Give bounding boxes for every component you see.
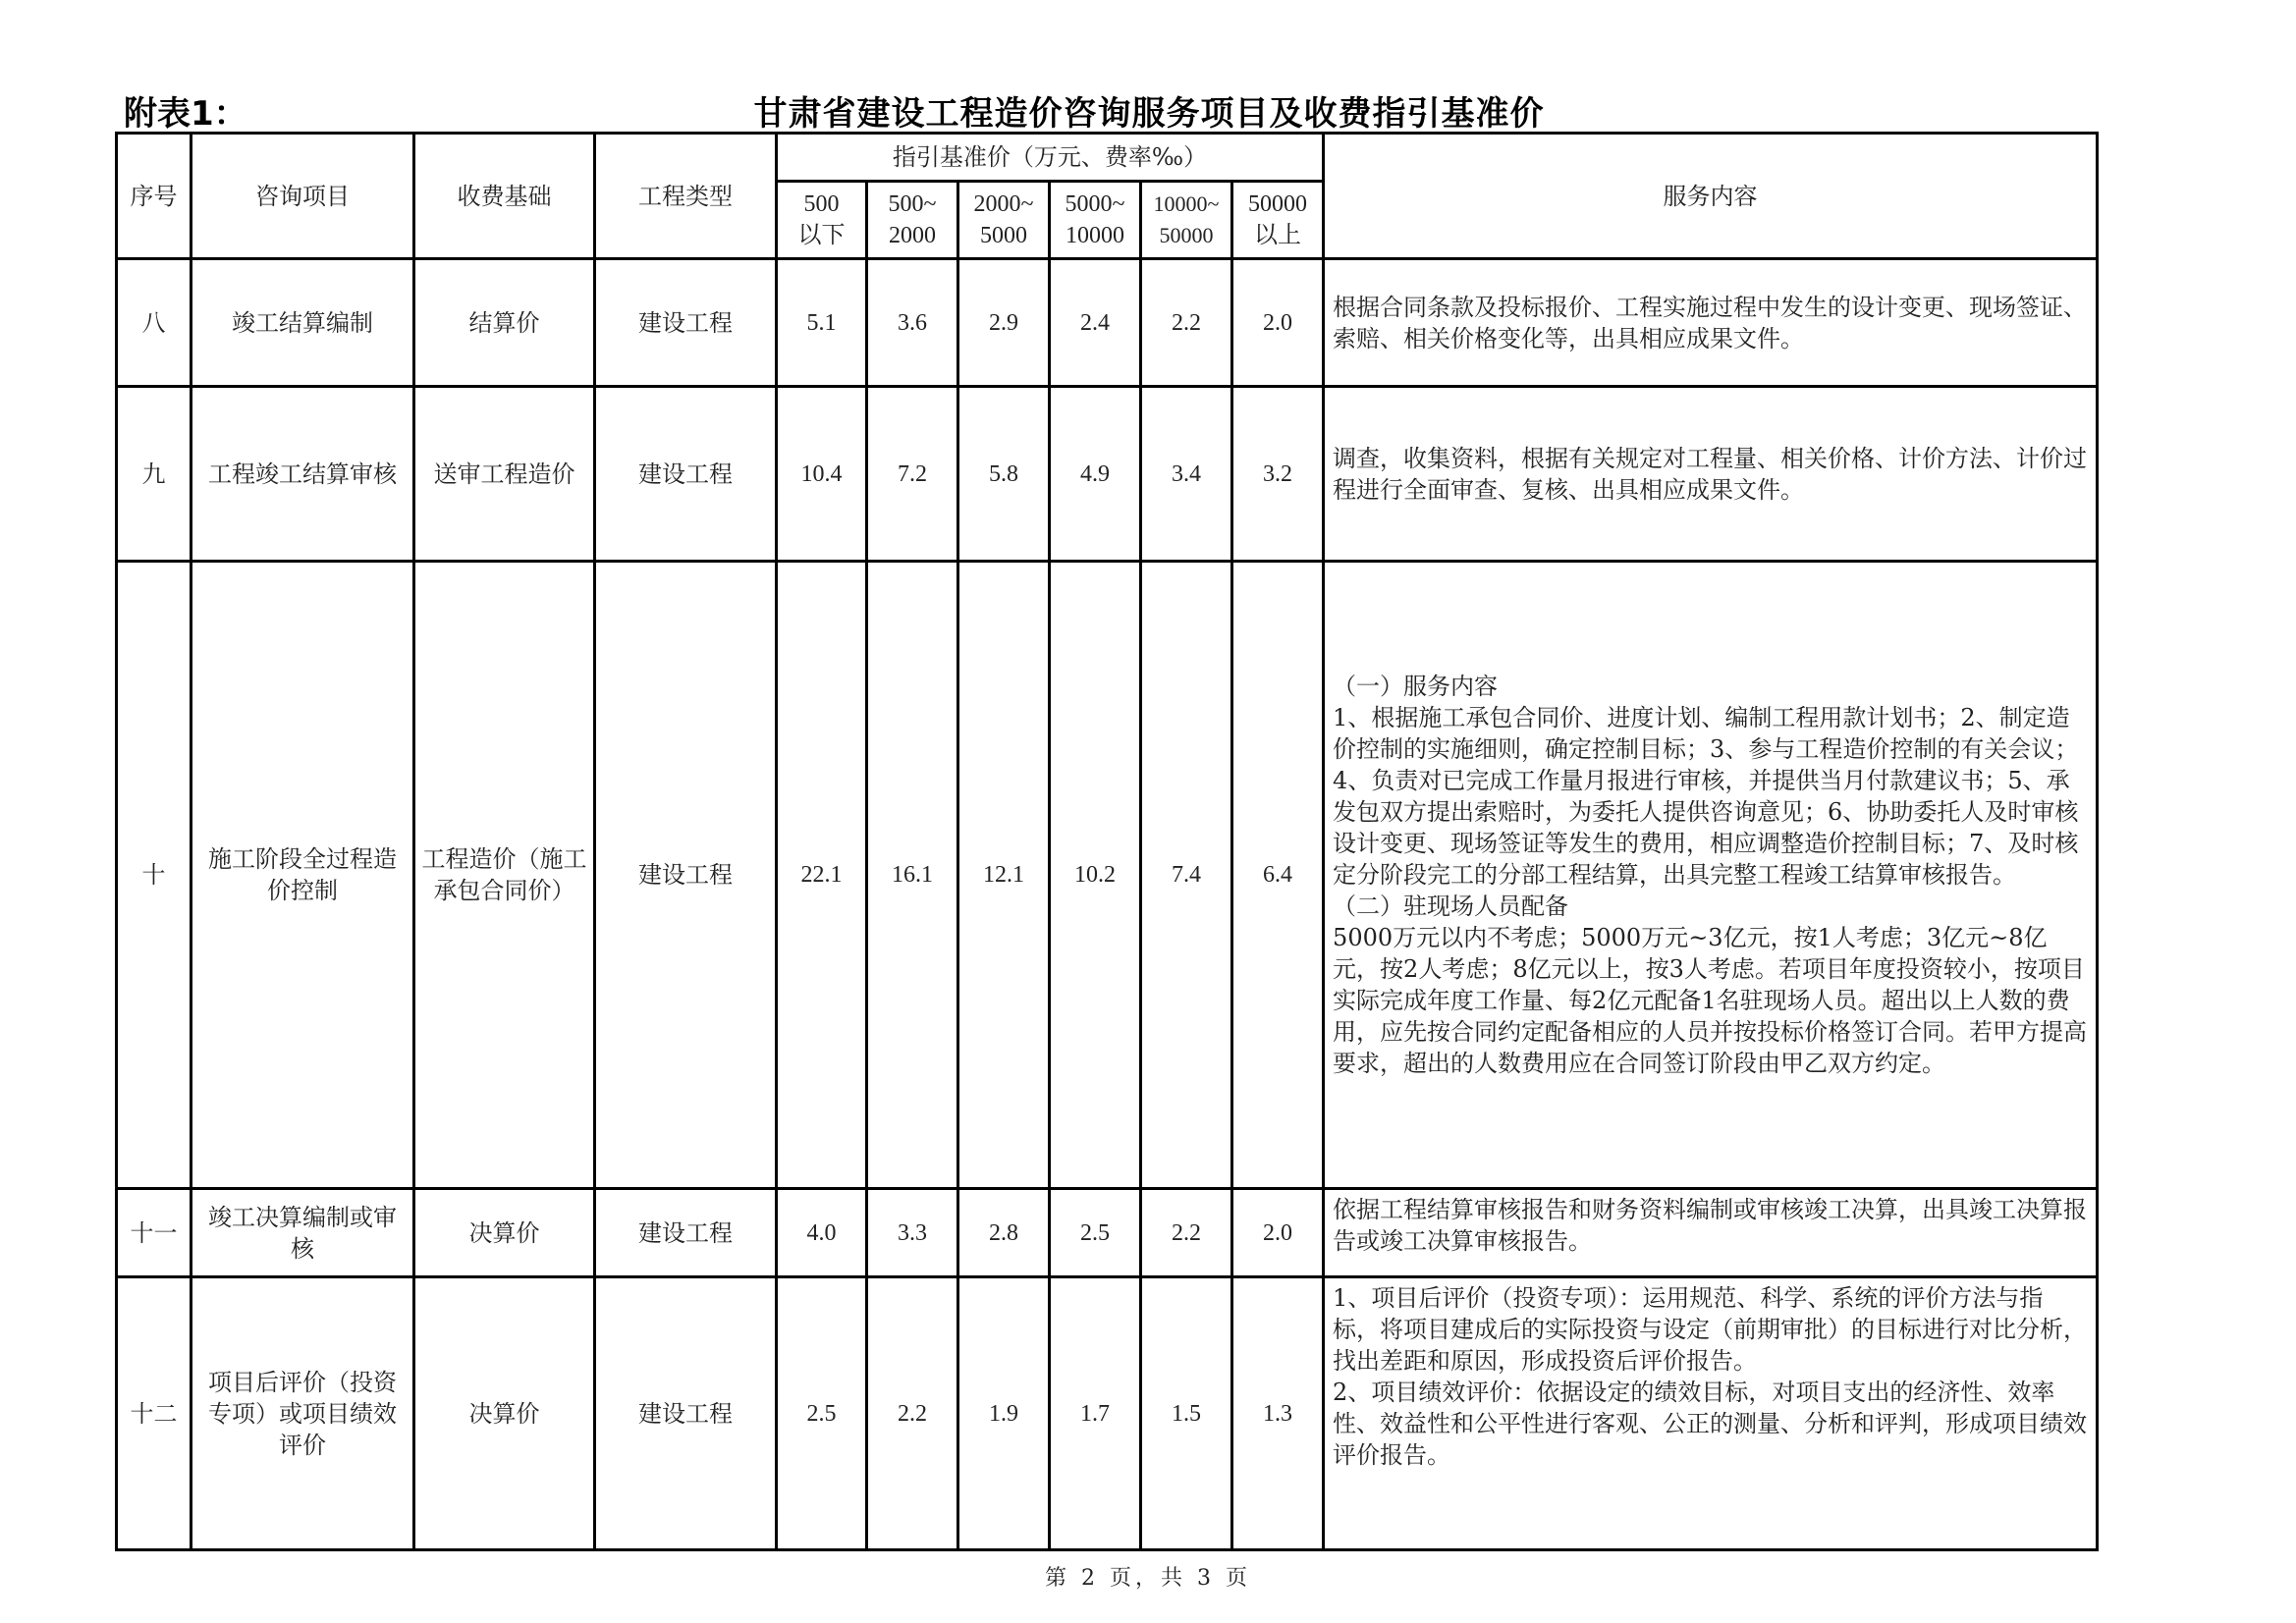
row-value: 16.1 (867, 562, 958, 1189)
document-title: 甘肃省建设工程造价咨询服务项目及收费指引基准价 (753, 94, 1545, 134)
row-value: 4.9 (1050, 387, 1141, 562)
col-header-price-group: 指引基准价（万元、费率‰） (777, 134, 1324, 182)
row-value: 7.2 (867, 387, 958, 562)
page-number: 第 2 页，共 3 页 (1045, 1566, 1251, 1591)
table-row (117, 387, 2098, 562)
row-value: 4.0 (777, 1189, 867, 1277)
col-header-service: 服务内容 (1324, 134, 2098, 259)
row-value: 22.1 (777, 562, 867, 1189)
row-value: 1.9 (958, 1277, 1050, 1550)
row-seq: 十二 (117, 1277, 191, 1550)
row-basis: 工程造价（施工承包合同价） (414, 562, 595, 1189)
row-type: 建设工程 (595, 1277, 777, 1550)
col-header-range-4: 5000~ 10000 (1050, 182, 1141, 259)
col-header-seq: 序号 (117, 134, 191, 259)
col-header-range-6: 50000 以上 (1232, 182, 1324, 259)
row-value: 2.5 (1050, 1189, 1141, 1277)
table-row (117, 259, 2098, 387)
row-value: 7.4 (1141, 562, 1232, 1189)
row-value: 5.8 (958, 387, 1050, 562)
row-value: 2.8 (958, 1189, 1050, 1277)
row-value: 2.4 (1050, 259, 1141, 387)
row-value: 2.2 (1141, 259, 1232, 387)
row-value: 2.9 (958, 259, 1050, 387)
row-seq: 十 (117, 562, 191, 1189)
row-service-content: 依据工程结算审核报告和财务资料编制或审核竣工决算，出具竣工决算报告或竣工决算审核报告。 (1324, 1189, 2098, 1277)
row-type: 建设工程 (595, 387, 777, 562)
row-value: 3.3 (867, 1189, 958, 1277)
row-value: 6.4 (1232, 562, 1324, 1189)
row-value: 10.4 (777, 387, 867, 562)
service-section-heading: （一）服务内容 (1333, 673, 1499, 700)
row-value: 10.2 (1050, 562, 1141, 1189)
row-value: 2.0 (1232, 1189, 1324, 1277)
col-header-item: 咨询项目 (191, 134, 414, 259)
col-header-range-3: 2000~ 5000 (958, 182, 1050, 259)
col-header-range-1: 500 以下 (777, 182, 867, 259)
attachment-label: 附表1： (124, 94, 247, 134)
row-service-content: 调查，收集资料，根据有关规定对工程量、相关价格、计价方法、计价过程进行全面审查、复核、出具相应成果文件。 (1324, 387, 2098, 562)
row-basis: 结算价 (414, 259, 595, 387)
row-value: 5.1 (777, 259, 867, 387)
row-item: 项目后评价（投资专项）或项目绩效评价 (191, 1277, 414, 1550)
service-section-heading: （二）驻现场人员配备 (1333, 893, 1569, 920)
row-service-content: 根据合同条款及投标报价、工程实施过程中发生的设计变更、现场签证、索赔、相关价格变化等，出具相应成果文件。 (1324, 259, 2098, 387)
row-service-content: （一）服务内容 1、根据施工承包合同价、进度计划、编制工程用款计划书；2、制定造价控制的实施细则，确定控制目标；3、参与工程造价控制的有关会议；4、负责对已完成工作量月报进行审核，并提供当月付款建议书；5、承发包双方提出索赔时，为委托人提供咨询意见；6、协助委托人及时审核设计变更、现场签证等发生的费用，相应调整造价控制目标；7、及时核定分阶段完工的分部工程结算，出具完整工程竣工结算审核报告。 （二）驻现场人员配备 5000万元以内不考虑；5000万元~3亿元，按1人考虑；3亿元~8亿元，按2人考虑；8亿元以上，按3人考虑。若项目年度投资较小，按项目实际完成年度工作量、每2亿元配备1名驻现场人员。超出以上人数的费用，应先按合同约定配备相应的人员并按投标价格签订合同。若甲方提高要求，超出的人数费用应在合同签订阶段由甲乙双方约定。 (1324, 562, 2098, 1189)
row-seq: 九 (117, 387, 191, 562)
row-type: 建设工程 (595, 1189, 777, 1277)
row-seq: 八 (117, 259, 191, 387)
row-basis: 送审工程造价 (414, 387, 595, 562)
row-value: 3.6 (867, 259, 958, 387)
row-type: 建设工程 (595, 259, 777, 387)
row-item: 竣工结算编制 (191, 259, 414, 387)
row-basis: 决算价 (414, 1277, 595, 1550)
row-value: 2.0 (1232, 259, 1324, 387)
row-value: 1.5 (1141, 1277, 1232, 1550)
col-header-type: 工程类型 (595, 134, 777, 259)
row-seq: 十一 (117, 1189, 191, 1277)
row-value: 2.2 (867, 1277, 958, 1550)
row-value: 12.1 (958, 562, 1050, 1189)
row-value: 2.5 (777, 1277, 867, 1550)
col-header-range-5: 10000~ 50000 (1141, 182, 1232, 259)
row-item: 工程竣工结算审核 (191, 387, 414, 562)
row-item: 竣工决算编制或审核 (191, 1189, 414, 1277)
table-row (117, 562, 2098, 1189)
header-row-1 (117, 134, 2098, 182)
row-value: 2.2 (1141, 1189, 1232, 1277)
table-row (117, 1189, 2098, 1277)
row-value: 3.4 (1141, 387, 1232, 562)
row-item: 施工阶段全过程造价控制 (191, 562, 414, 1189)
col-header-range-2: 500~ 2000 (867, 182, 958, 259)
row-service-content: 1、项目后评价（投资专项）：运用规范、科学、系统的评价方法与指标，将项目建成后的实际投资与设定（前期审批）的目标进行对比分析，找出差距和原因，形成投资后评价报告。 2、项目绩效评价：依据设定的绩效目标，对项目支出的经济性、效率性、效益性和公平性进行客观、公正的测量、分析和评判，形成项目绩效评价报告。 (1324, 1277, 2098, 1550)
row-type: 建设工程 (595, 562, 777, 1189)
row-value: 1.7 (1050, 1277, 1141, 1550)
col-header-basis: 收费基础 (414, 134, 595, 259)
row-basis: 决算价 (414, 1189, 595, 1277)
table-row (117, 1277, 2098, 1550)
fee-guideline-table (115, 132, 2099, 1551)
row-value: 1.3 (1232, 1277, 1324, 1550)
row-value: 3.2 (1232, 387, 1324, 562)
